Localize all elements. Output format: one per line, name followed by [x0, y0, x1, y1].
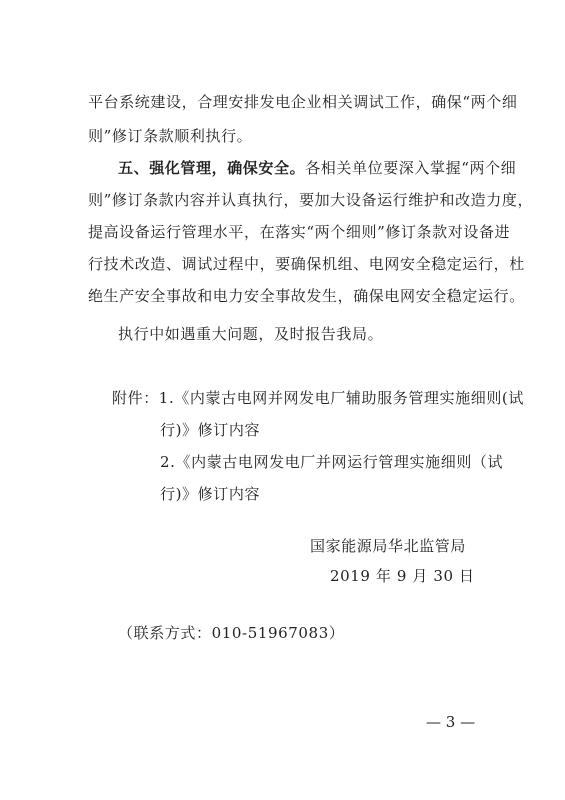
signature-date: 2019 年 9 月 30 日 [330, 567, 475, 585]
body-text-line: 绝生产安全事故和电力安全事故发生，确保电网安全稳定运行。 [88, 287, 525, 305]
attachment-item-1-continuation: 行)》修订内容 [160, 421, 261, 439]
attachment-item-2-continuation: 行)》修订内容 [160, 485, 261, 503]
body-text-span: 各相关单位要深入掌握“两个细 [305, 159, 517, 177]
signature-organization: 国家能源局华北监管局 [310, 537, 467, 555]
page-number: — 3 — [426, 713, 476, 731]
paragraph-five-first-line [118, 158, 516, 178]
body-text-line: 平台系统建设，合理安排发电企业相关调试工作，确保“两个细 [88, 93, 518, 111]
body-text-line: 提高设备运行管理水平，在落实“两个细则”修订条款对设备进 [88, 223, 511, 241]
section-heading-five: 五、强化管理，确保安全。 [118, 159, 306, 177]
body-text-line: 行技术改造、调试过程中，要确保机组、电网安全稳定运行，杜 [88, 255, 525, 273]
body-text-line: 则”修订条款内容并认真执行，要加大设备运行维护和改造力度， [88, 191, 534, 209]
attachment-item-1: 附件：1.《内蒙古电网并网发电厂辅助服务管理实施细则(试 [112, 389, 524, 407]
body-text-line: 执行中如遇重大问题，及时报告我局。 [118, 325, 384, 343]
contact-info: （联系方式：010-51967083） [118, 624, 345, 642]
attachment-item-2: 2.《内蒙古电网发电厂并网运行管理实施细则（试 [160, 453, 504, 471]
body-text-line: 则”修订条款顺利执行。 [88, 127, 253, 145]
